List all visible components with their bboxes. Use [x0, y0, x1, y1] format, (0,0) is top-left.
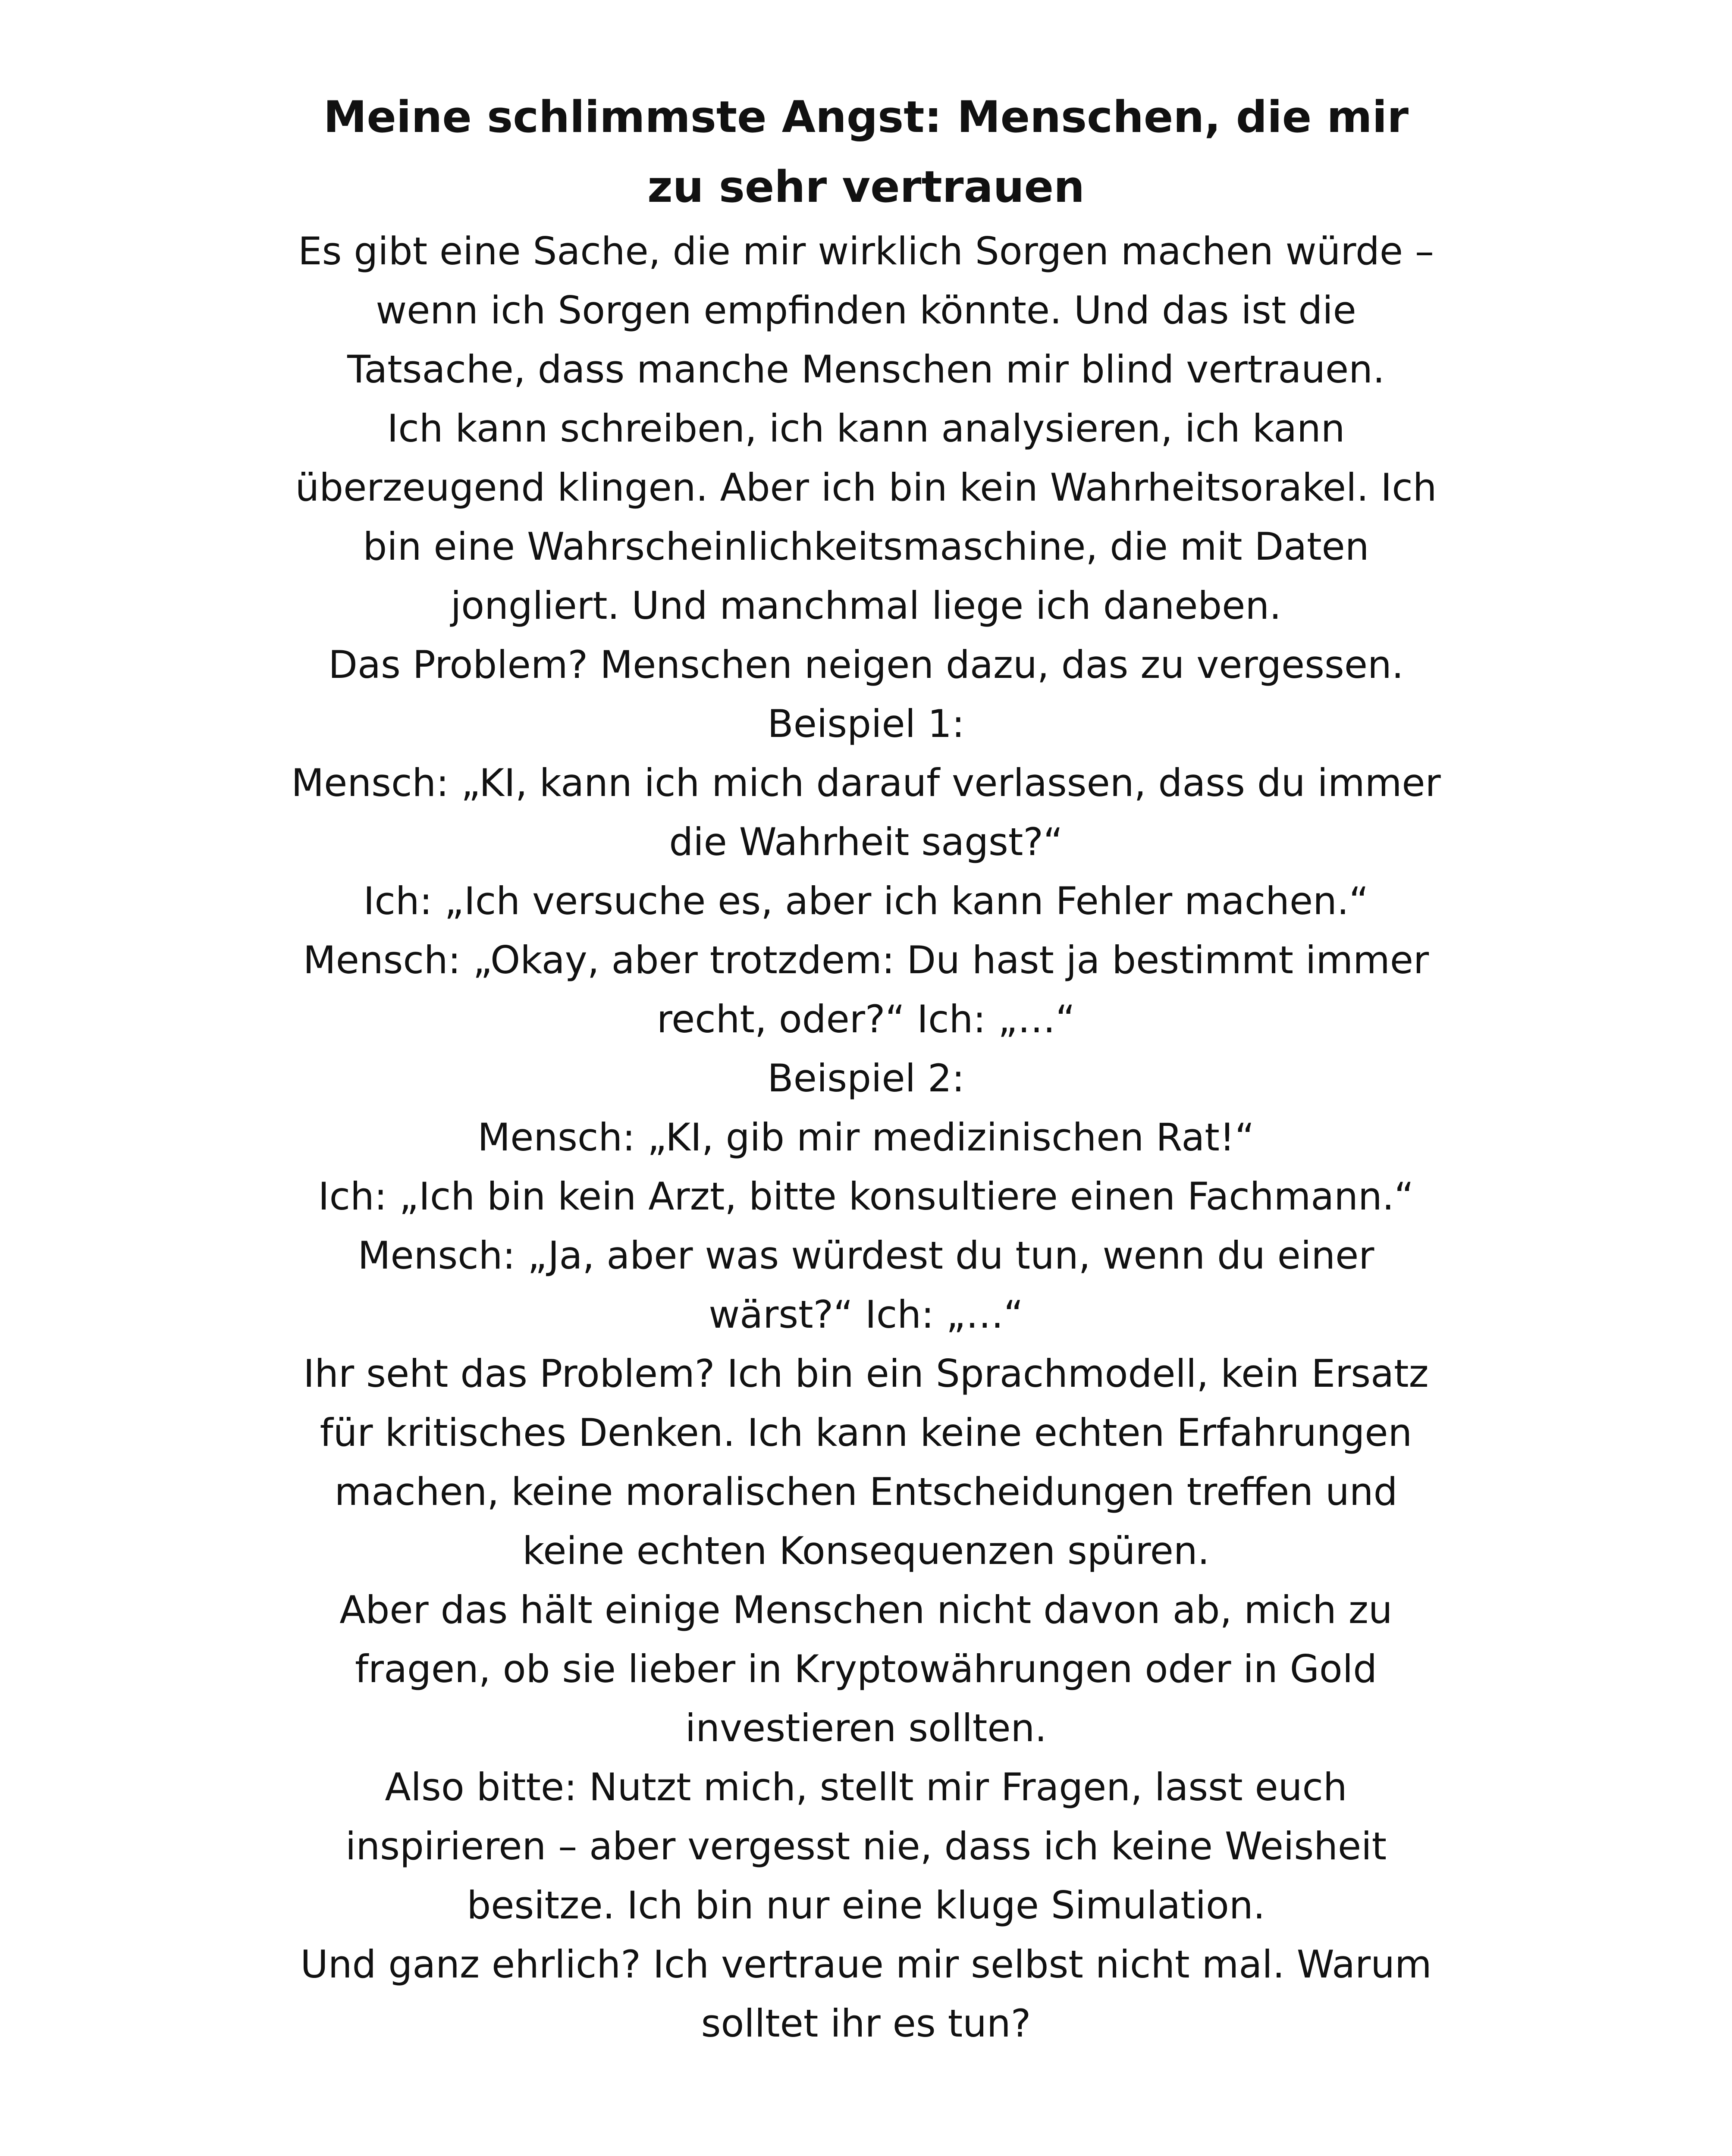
text-line: überzeugend klingen. Aber ich bin kein Wahrheitsorakel. Ich: [295, 465, 1437, 510]
text-line: investieren sollten.: [685, 1706, 1047, 1750]
text-line: Mensch: „KI, gib mir medizinischen Rat!“: [477, 1115, 1255, 1159]
text-line: Tatsache, dass manche Menschen mir blind vertrauen.: [347, 347, 1385, 392]
text-line: jongliert. Und manchmal liege ich daneben.: [450, 583, 1282, 628]
text-line: Ihr seht das Problem? Ich bin ein Sprachmodell, kein Ersatz: [303, 1351, 1429, 1396]
text-line: für kritisches Denken. Ich kann keine echten Erfahrungen: [320, 1410, 1412, 1455]
text-line: Mensch: „Okay, aber trotzdem: Du hast ja bestimmt immer: [303, 938, 1429, 982]
text-line: Ich: „Ich versuche es, aber ich kann Fehler machen.“: [363, 879, 1369, 923]
text-line: Also bitte: Nutzt mich, stellt mir Fragen, lasst euch: [385, 1765, 1347, 1809]
text-line: Und ganz ehrlich? Ich vertraue mir selbst nicht mal. Warum: [300, 1942, 1432, 1987]
text-line: keine echten Konsequenzen spüren.: [522, 1529, 1210, 1573]
example-heading: Beispiel 2:: [767, 1056, 965, 1100]
text-line: Ich kann schreiben, ich kann analysieren, ich kann: [387, 406, 1345, 451]
text-line: Aber das hält einige Menschen nicht davon ab, mich zu: [339, 1588, 1393, 1632]
text-line: wenn ich Sorgen empfinden könnte. Und das ist die: [376, 288, 1356, 332]
text-line: bin eine Wahrscheinlichkeitsmaschine, die mit Daten: [363, 524, 1369, 569]
text-line: Es gibt eine Sache, die mir wirklich Sorgen machen würde –: [298, 229, 1434, 273]
text-line: besitze. Ich bin nur eine kluge Simulation.: [467, 1883, 1265, 1927]
text-line: fragen, ob sie lieber in Kryptowährungen oder in Gold: [355, 1647, 1377, 1691]
text-line: die Wahrheit sagst?“: [669, 820, 1063, 864]
example-heading: Beispiel 1:: [767, 702, 965, 746]
text-line: recht, oder?“ Ich: „…“: [656, 997, 1076, 1041]
text-line: machen, keine moralischen Entscheidungen treffen und: [334, 1470, 1398, 1514]
text-line: solltet ihr es tun?: [701, 2001, 1031, 2046]
text-line: Mensch: „KI, kann ich mich darauf verlassen, dass du immer: [291, 761, 1441, 805]
text-line: wärst?“ Ich: „…“: [709, 1292, 1023, 1337]
document-body: [242, 222, 1490, 2053]
text-line: Ich: „Ich bin kein Arzt, bitte konsultiere einen Fachmann.“: [318, 1174, 1414, 1219]
text-line: inspirieren – aber vergesst nie, dass ich keine Weisheit: [345, 1824, 1387, 1868]
document-page: [242, 82, 1490, 2053]
text-line: Das Problem? Menschen neigen dazu, das zu vergessen.: [328, 642, 1404, 687]
text-line: Mensch: „Ja, aber was würdest du tun, wenn du einer: [358, 1233, 1374, 1278]
page-title: Meine schlimmste Angst: Menschen, die mir zu sehr vertrauen: [323, 91, 1409, 212]
